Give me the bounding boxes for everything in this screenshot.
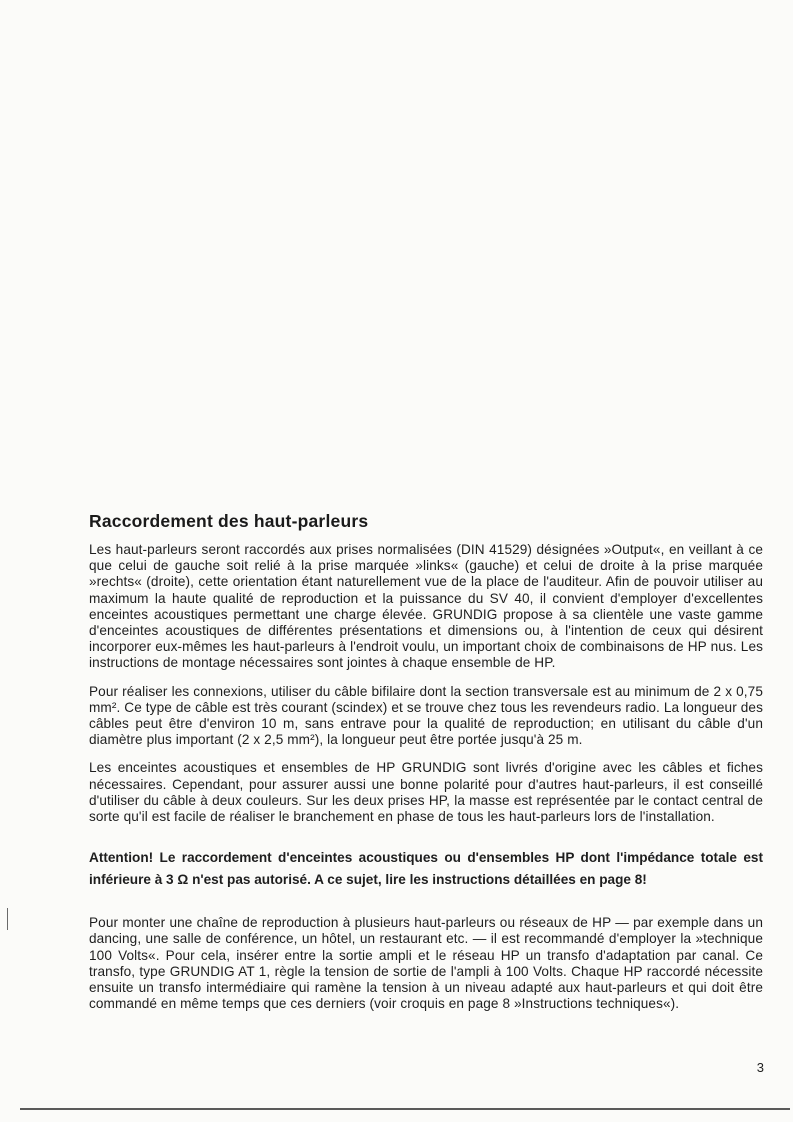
impedance-warning: Attention! Le raccordement d'enceintes acoustiques ou d'ensembles HP dont l'impédance totale est inférieure à 3 Ω n'est pas autorisé. A ce sujet, lire les instructions détaillées en page 8! <box>89 850 763 888</box>
paragraph-cable: Pour réaliser les connexions, utiliser du câble bifilaire dont la section transversale est au minimum de 2 x 0,75 mm². Ce type de câble est très courant (scindex) et se trouve chez tous les revendeurs radio. La longueur des câbles peut être d'environ 10 m, sans entrave pour la qualité de reproduction; en utilisant du câble d'un diamètre plus important (2 x 2,5 mm²), la longueur peut être portée jusqu'à 25 m. <box>89 683 763 748</box>
section-content <box>89 511 763 1024</box>
section-heading: Raccordement des haut-parleurs <box>89 511 369 531</box>
paragraph-connection: Les haut-parleurs seront raccordés aux prises normalisées (DIN 41529) désignées »Output«, en veillant à ce que celui de gauche soit relié à la prise marquée »links« (gauche) et celui de droite à la prise marquée »rechts« (droite), cette orientation étant naturellement vue de la place de l'auditeur. Afin de pouvoir utiliser au maximum la haute qualité de reproduction et la puissance du SV 40, il convient d'employer d'excellentes enceintes acoustiques permettant une charge élevée. GRUNDIG propose à sa clientèle une vaste gamme d'enceintes acoustiques de différentes présentations et dimensions ou, à l'intention de ceux qui désirent incorporer eux-mêmes les haut-parleurs à l'endroit voulu, un important choix de combinaisons de HP nus. Les instructions de montage nécessaires sont jointes à chaque ensemble de HP. <box>89 542 763 671</box>
paragraph-polarity: Les enceintes acoustiques et ensembles de HP GRUNDIG sont livrés d'origine avec les câbles et fiches nécessaires. Cependant, pour assurer aussi une bonne polarité pour d'autres haut-parleurs, il est conseillé d'utiliser du câble à deux couleurs. Sur les deux prises HP, la masse est représentée par le contact central de sorte qu'il est facile de réaliser le branchement en phase de tous les haut-parleurs lors de l'installation. <box>89 760 763 825</box>
page-number: 3 <box>756 1060 764 1075</box>
scan-edge-mark <box>7 908 8 930</box>
page-bottom-rule <box>20 1108 790 1110</box>
paragraph-100-volts: Pour monter une chaîne de reproduction à plusieurs haut-parleurs ou réseaux de HP — par exemple dans un dancing, une salle de conférence, un hôtel, un restaurant etc. — il est recommandé d'employer la »technique 100 Volts«. Pour cela, insérer entre la sortie ampli et le réseau HP un transfo d'adaptation par canal. Ce transfo, type GRUNDIG AT 1, règle la tension de sortie de l'ampli à 100 Volts. Chaque HP raccordé nécessite ensuite un transfo intermédiaire qui ramène la tension à un niveau adapté aux haut-parleurs et qui doit être commandé en même temps que ces derniers (voir croquis en page 8 »Instructions techniques«). <box>89 915 763 1012</box>
